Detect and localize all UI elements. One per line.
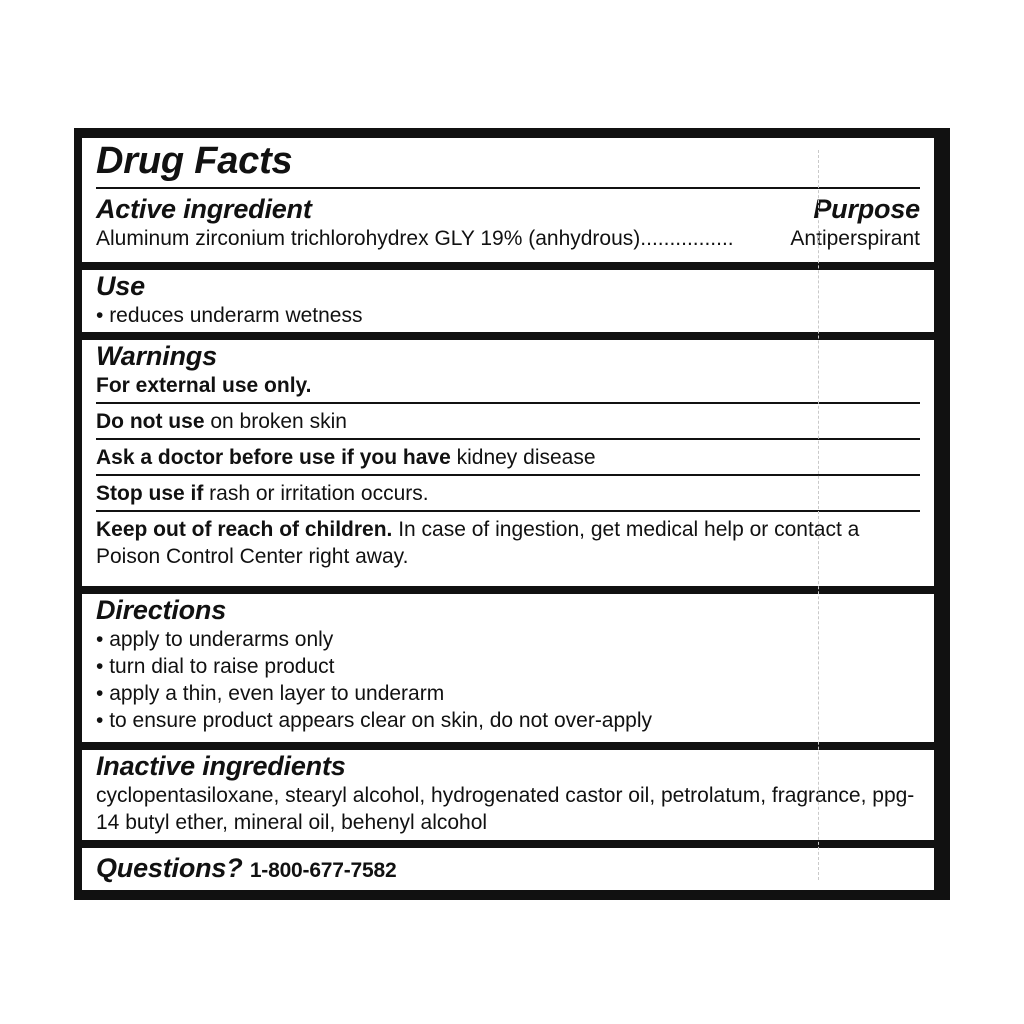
purpose-heading: Purpose	[813, 194, 920, 224]
ask-doctor-label: Ask a doctor before use if you have	[96, 446, 451, 469]
active-ingredient-section	[82, 138, 934, 262]
directions-item: • apply a thin, even layer to underarm	[96, 680, 920, 707]
do-not-use-label: Do not use	[96, 410, 205, 433]
keep-out-text: In case of ingestion, get medical help or contact a Poison Control Center right away.	[96, 518, 860, 568]
inactive-ingredients-section	[82, 750, 934, 840]
questions-heading: Questions?	[96, 853, 243, 883]
stop-use-text: rash or irritation occurs.	[203, 482, 429, 505]
drug-facts-title: Drug Facts	[96, 140, 293, 182]
do-not-use-text: on broken skin	[204, 410, 347, 433]
stop-use-warning	[96, 480, 920, 507]
warnings-section	[82, 340, 934, 586]
active-ingredient-row	[96, 225, 920, 252]
directions-item: • apply to underarms only	[96, 626, 920, 653]
use-section	[82, 270, 934, 332]
questions-phone: 1-800-677-7582	[249, 859, 397, 882]
warnings-rule-2	[96, 438, 920, 440]
active-ingredient-text: Aluminum zirconium trichlorohydrex GLY 19% (anhydrous)................	[96, 227, 734, 250]
keep-out-warning	[96, 516, 920, 570]
inactive-ingredients-heading: Inactive ingredients	[96, 751, 346, 781]
stop-use-label: Stop use if	[96, 482, 204, 505]
ask-doctor-text: kidney disease	[450, 446, 596, 469]
directions-item: • turn dial to raise product	[96, 653, 920, 680]
active-ingredient-heading: Active ingredient	[96, 194, 312, 224]
directions-section	[82, 594, 934, 742]
directions-item: • to ensure product appears clear on skin, do not over-apply	[96, 707, 920, 734]
warnings-rule-4	[96, 510, 920, 512]
cut-guide-line	[818, 150, 819, 880]
do-not-use-warning	[96, 408, 920, 435]
warnings-rule-1	[96, 402, 920, 404]
questions-section	[82, 848, 934, 890]
warnings-heading: Warnings	[96, 341, 217, 371]
inactive-ingredients-text: cyclopentasiloxane, stearyl alcohol, hydrogenated castor oil, petrolatum, fragrance, ppg-14 butyl ether, mineral oil, behenyl alcohol	[96, 784, 915, 834]
keep-out-label: Keep out of reach of children.	[96, 518, 393, 541]
title-rule	[96, 187, 920, 189]
external-use-warning: For external use only.	[96, 374, 312, 397]
ask-doctor-warning	[96, 444, 920, 471]
questions-line	[96, 848, 920, 888]
active-heading-row	[96, 193, 920, 225]
use-item: • reduces underarm wetness	[96, 302, 920, 329]
warnings-rule-3	[96, 474, 920, 476]
use-heading: Use	[96, 271, 145, 301]
purpose-text: Antiperspirant	[790, 227, 920, 250]
directions-heading: Directions	[96, 595, 227, 625]
